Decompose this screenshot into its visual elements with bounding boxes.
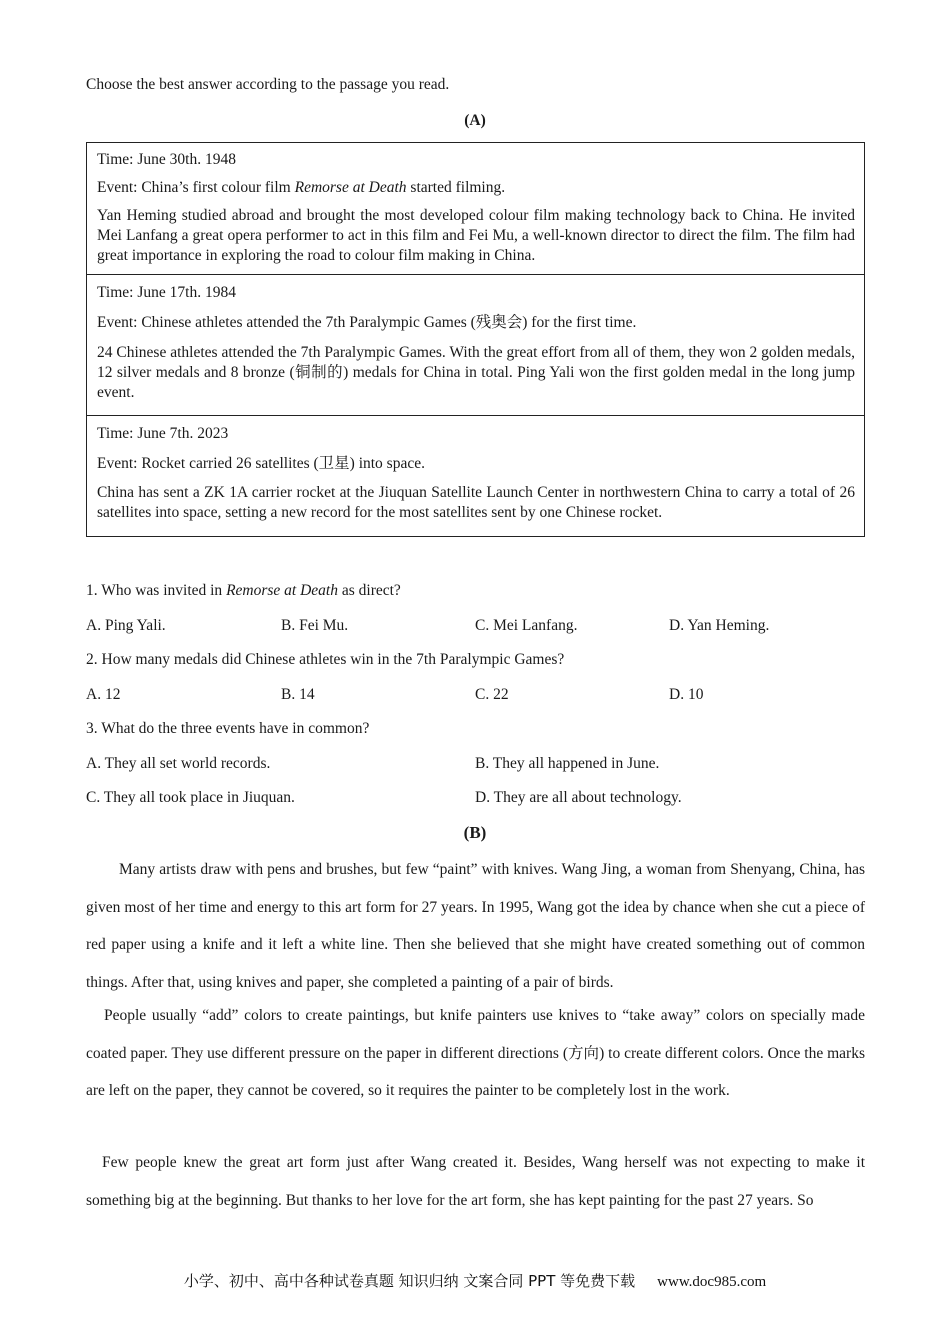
footer-text: 小学、初中、高中各种试卷真题 知识归纳 文案合同 PPT 等免费下载 <box>183 1272 636 1290</box>
event-title: Event: China’s first colour film Remorse at Death started filming. <box>97 179 506 196</box>
event-box <box>87 415 864 536</box>
event-time: Time: June 7th. 2023 <box>97 425 229 442</box>
option-3b[interactable]: B. They all happened in June. <box>475 755 660 772</box>
event-detail: China has sent a ZK 1A carrier rocket at the Jiuquan Satellite Launch Center in northwestern China to carry a total of 26 satellites into space, setting a new record for the most satellites sent by one Chinese rocket. <box>97 484 855 521</box>
passage-paragraph: Few people knew the great art form just after Wang created it. Besides, Wang herself was not expecting to make it something big at the beginning. But thanks to her love for the art form, she has kept painting for the past 27 years. So <box>86 1154 865 1209</box>
option-2b[interactable]: B. 14 <box>281 686 315 703</box>
section-a-heading: (A) <box>464 112 486 129</box>
question-3: 3. What do the three events have in common? <box>86 720 370 737</box>
events-table <box>86 142 865 537</box>
option-1c[interactable]: C. Mei Lanfang. <box>475 617 578 634</box>
section-b-heading: (B) <box>463 823 487 842</box>
event-title: Event: Chinese athletes attended the 7th Paralympic Games (残奥会) for the first time. <box>97 314 637 331</box>
passage-paragraph: Many artists draw with pens and brushes, but few “paint” with knives. Wang Jing, a woman from Shenyang, China, has given most of her time and energy to this art form for 27 years. In 1995, Wang got the idea by chance when she cut a piece of red paper using a knife and it left a white line. Then she believed that she might have created something out of common things. After that, using knives and paper, she completed a painting of a pair of birds. <box>86 861 865 991</box>
event-detail: 24 Chinese athletes attended the 7th Paralympic Games. With the great effort from all of them, they won 2 golden medals, 12 silver medals and 8 bronze (铜制的) medals for China in total. Ping Yali won the first golden medal in the long jump event. <box>97 344 855 401</box>
event-time: Time: June 17th. 1984 <box>97 284 236 301</box>
event-box <box>87 274 864 415</box>
option-3c[interactable]: C. They all took place in Jiuquan. <box>86 789 295 806</box>
question-1: 1. Who was invited in Remorse at Death as direct? <box>86 582 401 599</box>
event-time: Time: June 30th. 1948 <box>97 151 236 168</box>
option-2c[interactable]: C. 22 <box>475 686 509 703</box>
option-1d[interactable]: D. Yan Heming. <box>669 617 770 634</box>
passage-paragraph: People usually “add” colors to create paintings, but knife painters use knives to “take away” colors on specially made coated paper. They use different pressure on the paper in different directions (方向) to create different colors. Once the marks are left on the paper, they cannot be covered, so it requires the painter to be completely lost in the work. <box>86 1007 865 1099</box>
option-2a[interactable]: A. 12 <box>86 686 121 703</box>
option-1a[interactable]: A. Ping Yali. <box>86 617 166 634</box>
option-3d[interactable]: D. They are all about technology. <box>475 789 682 806</box>
film-title: Remorse at Death <box>226 582 338 599</box>
instruction: Choose the best answer according to the passage you read. <box>86 76 450 93</box>
event-box <box>87 143 864 274</box>
page-footer <box>0 1270 950 1291</box>
option-2d[interactable]: D. 10 <box>669 686 704 703</box>
event-title: Event: Rocket carried 26 satellites (卫星) into space. <box>97 455 425 472</box>
option-3a[interactable]: A. They all set world records. <box>86 755 271 772</box>
event-detail: Yan Heming studied abroad and brought the most developed colour film making technology back to China. He invited Mei Lanfang a great opera performer to act in this film and Fei Mu, a well-known director to direct the film. The film had great importance in exploring the road to colour film making in China. <box>97 207 855 264</box>
question-2: 2. How many medals did Chinese athletes win in the 7th Paralympic Games? <box>86 651 565 668</box>
footer-url[interactable]: www.doc985.com <box>657 1274 767 1290</box>
option-1b[interactable]: B. Fei Mu. <box>281 617 349 634</box>
film-title: Remorse at Death <box>294 179 407 196</box>
